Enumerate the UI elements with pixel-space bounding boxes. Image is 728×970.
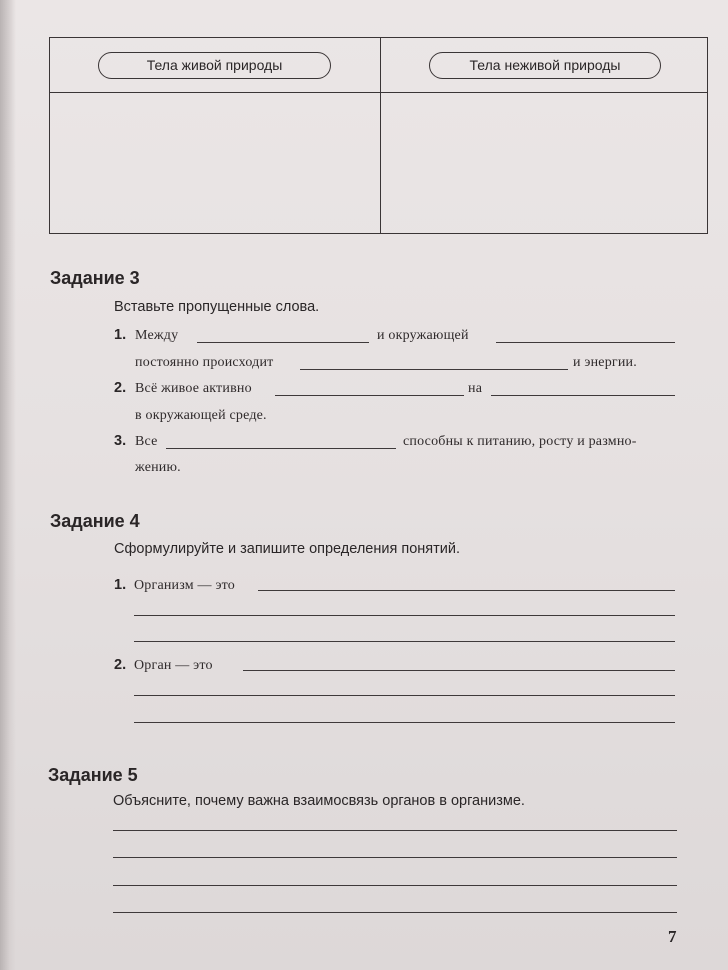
task3-title: Задание 3 bbox=[50, 268, 140, 288]
living-answer-cell[interactable] bbox=[52, 95, 378, 231]
task3-item3-number: 3. bbox=[114, 433, 127, 449]
task3-item1-blank2[interactable] bbox=[496, 342, 675, 343]
task3-item3-text-a: Все bbox=[135, 434, 158, 449]
task3-item1-blank3[interactable] bbox=[300, 369, 568, 370]
task4-item2-answer-line[interactable] bbox=[243, 670, 675, 671]
task4-item1-answer-line[interactable] bbox=[134, 615, 675, 616]
nonliving-nature-header: Тела неживой природы bbox=[429, 52, 661, 79]
classification-table bbox=[49, 37, 708, 234]
task3-item2-text-b: на bbox=[468, 381, 483, 396]
task3-instruction: Вставьте пропущенные слова. bbox=[114, 299, 320, 315]
task3-item1-text-b: и окружающей bbox=[377, 328, 469, 343]
page-edge-shadow bbox=[0, 0, 16, 970]
task5-answer-line[interactable] bbox=[113, 885, 677, 886]
task3-item2-number: 2. bbox=[114, 380, 127, 396]
task5-answer-line[interactable] bbox=[113, 912, 677, 913]
task4-item2-answer-line[interactable] bbox=[134, 722, 675, 723]
nonliving-answer-cell[interactable] bbox=[383, 95, 706, 231]
task4-item1-answer-line[interactable] bbox=[134, 641, 675, 642]
task4-title: Задание 4 bbox=[50, 511, 140, 531]
task3-item2-text-c: в окружающей среде. bbox=[135, 408, 267, 423]
task3-item3-text-c: жению. bbox=[135, 460, 181, 475]
task3-item1-blank1[interactable] bbox=[197, 342, 369, 343]
task3-item3-text-b: способны к питанию, росту и размно- bbox=[403, 434, 637, 449]
table-column-divider bbox=[380, 38, 381, 233]
task3-item3-blank1[interactable] bbox=[166, 448, 396, 449]
living-nature-header: Тела живой природы bbox=[98, 52, 331, 79]
task3-item1-text-a: Между bbox=[135, 328, 179, 343]
task3-item1-number: 1. bbox=[114, 327, 127, 343]
task5-answer-line[interactable] bbox=[113, 830, 677, 831]
task4-item2-answer-line[interactable] bbox=[134, 695, 675, 696]
task4-item1-number: 1. bbox=[114, 577, 127, 593]
task3-item1-text-d: и энергии. bbox=[573, 355, 637, 370]
task3-item2-blank1[interactable] bbox=[275, 395, 464, 396]
task3-item2-text-a: Всё живое активно bbox=[135, 381, 252, 396]
table-header-divider bbox=[50, 92, 707, 93]
task5-answer-line[interactable] bbox=[113, 857, 677, 858]
task5-title: Задание 5 bbox=[48, 765, 138, 785]
task4-item1-text: Организм — это bbox=[134, 578, 235, 593]
task3-item2-blank2[interactable] bbox=[491, 395, 675, 396]
task4-instruction: Сформулируйте и запишите определения понятий. bbox=[114, 541, 460, 557]
task4-item2-text: Орган — это bbox=[134, 658, 213, 673]
task3-item1-text-c: постоянно происходит bbox=[135, 355, 274, 370]
task4-item2-number: 2. bbox=[114, 657, 127, 673]
page-number: 7 bbox=[668, 927, 677, 946]
task4-item1-answer-line[interactable] bbox=[258, 590, 675, 591]
task5-instruction: Объясните, почему важна взаимосвязь органов в организме. bbox=[113, 793, 525, 809]
